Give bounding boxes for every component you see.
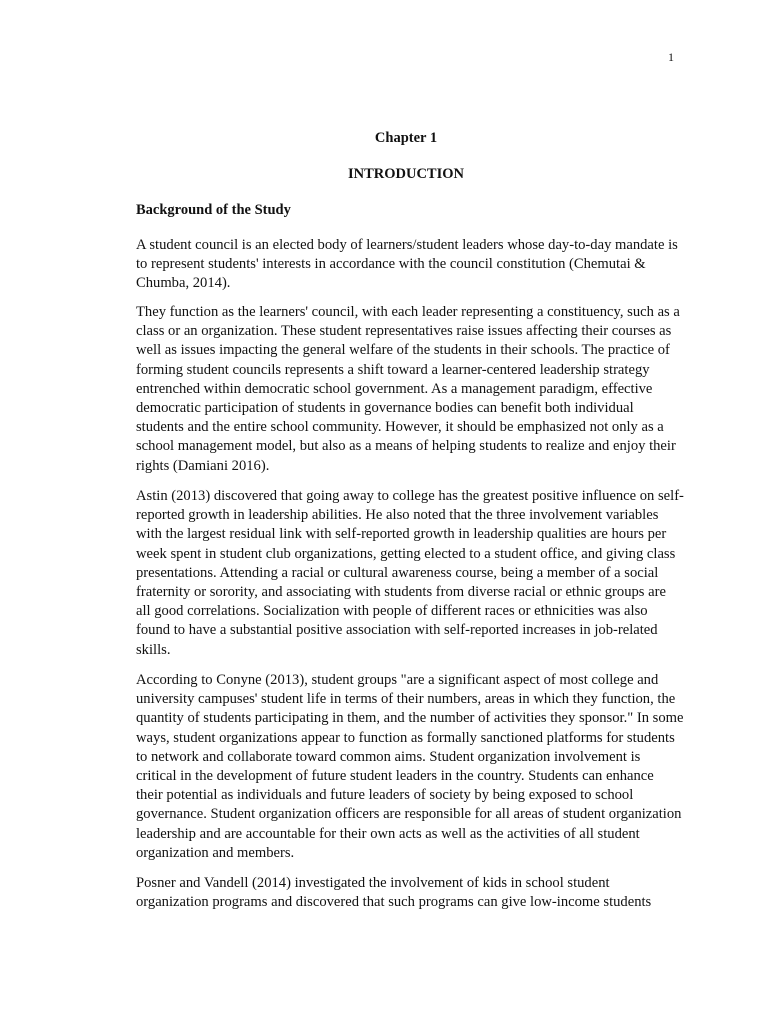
section-heading: Background of the Study (136, 202, 291, 218)
page-title: INTRODUCTION (347, 166, 464, 182)
paragraph-3: Astin (2013) discovered that going away to college has the greatest positive influence on self-reported growth in leadership abilities. He also noted that the three involvement variables with the largest residual link with self-reported growth in leadership qualities are hours per week spent in student club organizations, getting elected to a student office, and giving class presentations. Attending a racial or cultural awareness course, being a member of a social fraternity or sorority, and associating with students from diverse racial or ethnic groups are all good correlations. Socialization with people of different races or ethnicities was also found to have a substantial positive association with self-reported increases in job-related skills. (136, 488, 684, 658)
chapter-heading: Chapter 1 (374, 130, 438, 146)
page-number: 1 (668, 50, 674, 64)
paragraph-1: A student council is an elected body of learners/student leaders whose day-to-day mandate is to represent students' interests in accordance with the council constitution (Chemutai & Chumba, 2014). (136, 237, 678, 292)
paragraph-5: Posner and Vandell (2014) investigated the involvement of kids in school student organization programs and discovered that such programs can give low-income students (136, 875, 652, 911)
paragraph-4: According to Conyne (2013), student groups "are a significant aspect of most college and university campuses' student life in terms of their numbers, areas in which they function, the quantity of students participating in them, and the number of activities they sponsor." In some ways, student organizations appear to function as formally sanctioned platforms for students to network and collaborate toward common aims. Student organization involvement is critical in the development of future student leaders in the country. Students can enhance their potential as individuals and future leaders of society by being exposed to school governance. Student organization officers are responsible for all areas of student organization leadership and are accountable for their own acts as well as the activities of all student organization and members. (136, 672, 684, 861)
paragraph-2: They function as the learners' council, with each leader representing a constituency, such as a class or an organization. These student representatives raise issues affecting their courses as well as issues impacting the general welfare of the students in their schools. The practice of forming student councils represents a shift toward a learner-centered leadership strategy entrenched within democratic school government. As a management paradigm, effective democratic participation of students in governance bodies can benefit both individual students and the entire school community. However, it should be emphasized not only as a school management model, but also as a means of helping students to realize and enjoy their rights (Damiani 2016). (136, 304, 680, 474)
